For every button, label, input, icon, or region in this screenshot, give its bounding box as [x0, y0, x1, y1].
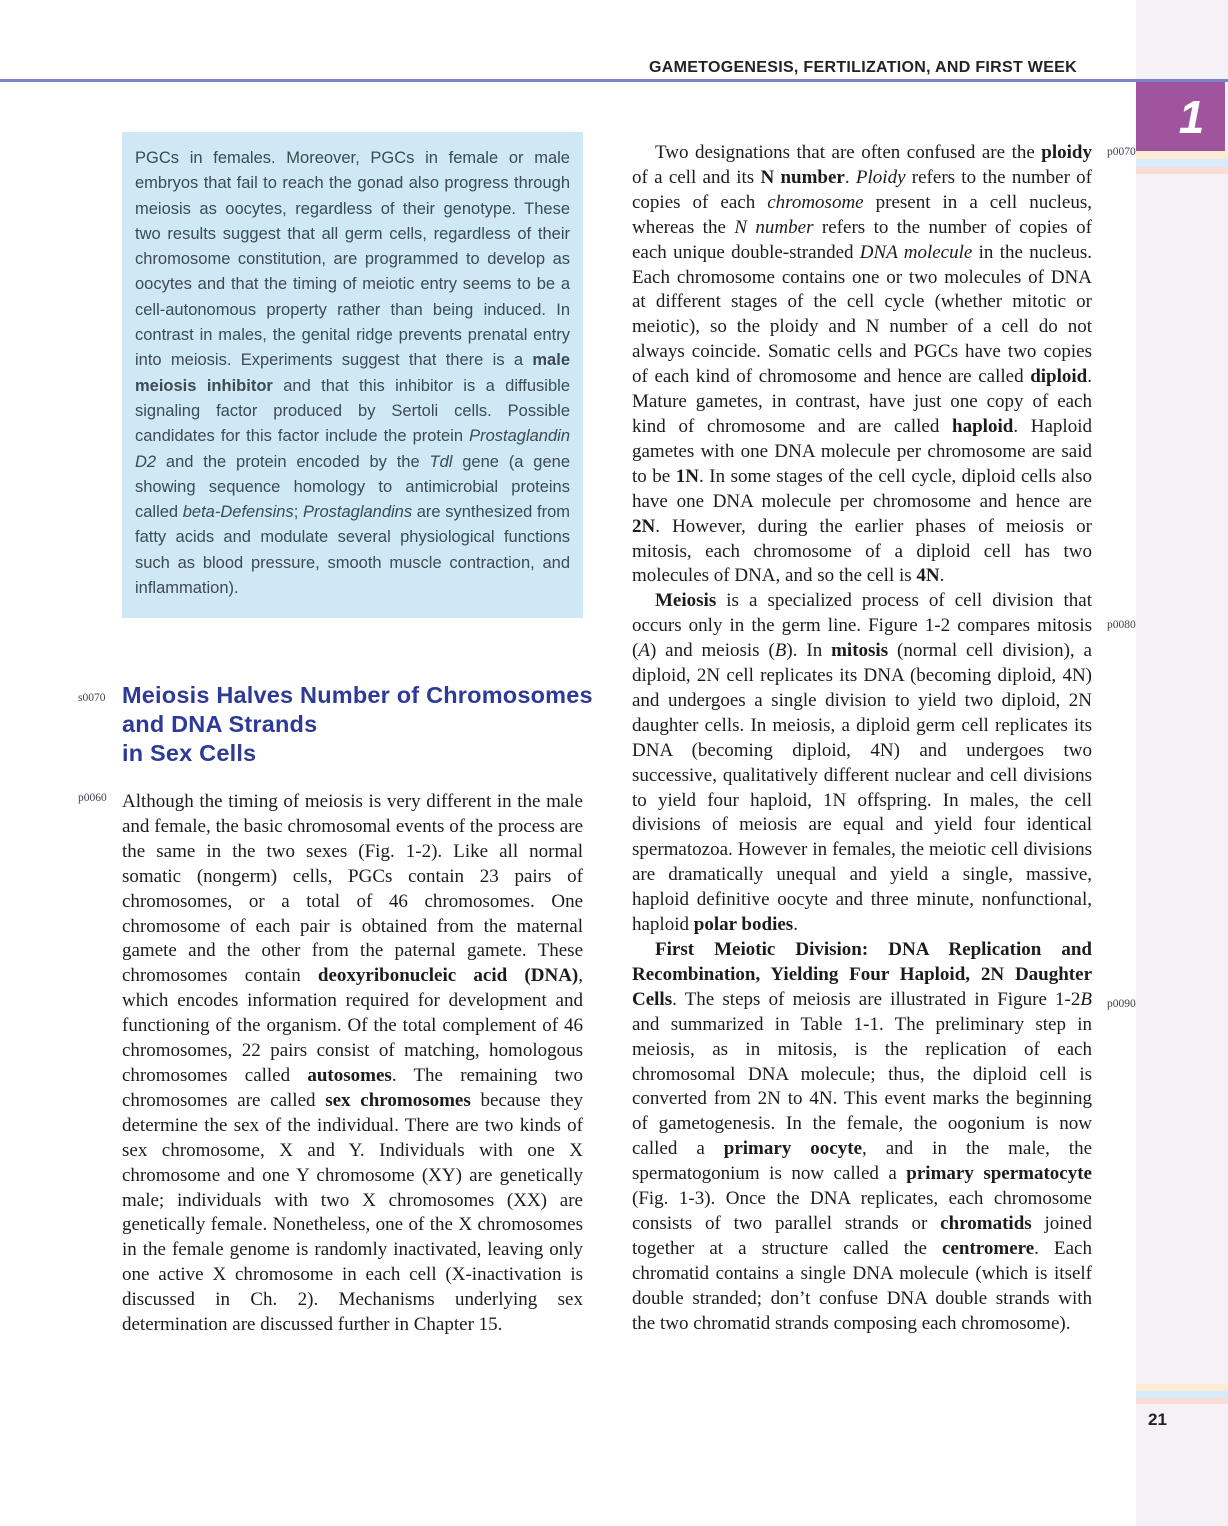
header-rule	[0, 79, 1228, 82]
running-head: GAMETOGENESIS, FERTILIZATION, AND FIRST WEEK	[648, 59, 1077, 76]
footer-strip-pink	[1136, 1398, 1228, 1404]
section-heading-line-3: in Sex Cells	[122, 740, 257, 766]
section-heading	[122, 681, 602, 768]
footer-strip-blue	[1136, 1391, 1228, 1398]
tab-strip-peach	[1136, 151, 1228, 159]
tab-strip-pink	[1136, 167, 1228, 174]
sidebar-info-box: PGCs in females. Moreover, PGCs in female or male embryos that fail to reach the gonad also progress through meiosis as oocytes, regardless of their genotype. These two results suggest that all germ cells, regardless of their chromosome constitution, are programmed to develop as oocytes and that the timing of meiotic entry seems to be a cell-autonomous property rather than being induced. In contrast in males, the genital ridge prevents prenatal entry into meiosis. Experiments suggest that there is a male meiosis inhibitor and that this inhibitor is a diffusible signaling factor produced by Sertoli cells. Possible candidates for this factor include the protein Prostaglandin D2 and the protein encoded by the Tdl gene (a gene showing sequence homology to antimicrobial proteins called beta-Defensins; Prostaglandins are synthesized from fatty acids and modulate several physiological functions such as blood pressure, smooth muscle contraction, and inflammation).	[122, 132, 583, 618]
page-number: 21	[1148, 1410, 1167, 1429]
left-column	[122, 132, 593, 1336]
section-heading-line-1: Meiosis Halves Number of Chromosomes	[122, 682, 593, 708]
tab-strip-blue	[1136, 159, 1228, 167]
chapter-tab	[1136, 82, 1225, 152]
body-paragraph-p0090: First Meiotic Division: DNA Replication and Recombination, Yielding Four Haploid, 2N Daughter Cells. The steps of meiosis are illustrated in Figure 1-2B and summarized in Table 1-1. The preliminary step in meiosis, as in mitosis, is the replication of each chromosomal DNA molecule; thus, the diploid cell is converted from 2N to 4N. This event marks the beginning of gametogenesis. In the female, the oogonium is now called a primary oocyte, and in the male, the spermatogonium is now called a primary spermatocyte (Fig. 1-3). Once the DNA replicates, each chromosome consists of two parallel strands or chromatids joined together at a structure called the centromere. Each chromatid contains a single DNA molecule (which is itself double stranded; don’t confuse DNA double strands with the two chromatid strands composing each chromosome).	[632, 939, 1093, 1334]
paragraph-marker-p0070: p0070	[1107, 146, 1136, 158]
body-paragraph-p0060: Although the timing of meiosis is very different in the male and female, the basic chromosomal events of the process are the same in the two sexes (Fig. 1-2). Like all normal somatic (nongerm) cells, PGCs contain 23 pairs of chromosomes, or a total of 46 chromosomes. One chromosome of each pair is obtained from the maternal gamete and the other from the paternal gamete. These chromosomes contain deoxyribonucleic acid (DNA), which encodes information required for development and functioning of the organism. Of the total complement of 46 chromosomes, 22 pairs consist of matching, homologous chromosomes called autosomes. The remaining two chromosomes are called sex chromosomes because they determine the sex of the individual. There are two kinds of sex chromosome, X and Y. Individuals with one X chromosome and one Y chromosome (XY) are genetically male; individuals with two X chromosomes (XX) are genetically female. Nonetheless, one of the X chromosomes in the female genome is randomly inactivated, leaving only one active X chromosome in each cell (X-inactivation is discussed in Ch. 2). Mechanisms underlying sex determination are discussed further in Chapter 15.	[122, 791, 584, 1336]
section-marker-s0070: s0070	[78, 692, 106, 704]
body-paragraph-p0080: Meiosis is a specialized process of cell division that occurs only in the germ line. Figure 1-2 compares mitosis (A) and meiosis (B). In mitosis (normal cell division), a diploid, 2N cell replicates its DNA (becoming diploid, 4N) and undergoes a single division to yield two diploid, 2N daughter cells. In meiosis, a diploid germ cell replicates its DNA (becoming diploid, 4N) and undergoes two successive, qualitatively different nuclear and cell divisions to yield four haploid, 1N offspring. In males, the cell divisions of meiosis are equal and yield four identical spermatozoa. However in females, the meiotic cell divisions are dramatically unequal and yield a single, massive, haploid definitive oocyte and three minute, nonfunctional, haploid polar bodies.	[632, 590, 1092, 936]
paragraph-marker-p0090: p0090	[1107, 998, 1136, 1010]
page-margin-column	[1136, 0, 1228, 1526]
body-paragraph-p0070: Two designations that are often confused are the ploidy of a cell and its N number. Ploidy refers to the number of copies of each chromosome present in a cell nucleus, whereas the N number refers to the number of copies of each unique double-stranded DNA molecule in the nucleus. Each chromosome contains one or two molecules of DNA at different stages of the cell cycle (whether mitotic or meiotic), so the ploidy and N number of a cell do not always coincide. Somatic cells and PGCs have two copies of each kind of chromosome and hence are called diploid. Mature gametes, in contrast, have just one copy of each kind of chromosome and are called haploid. Haploid gametes with one DNA molecule per chromosome are said to be 1N. In some stages of the cell cycle, diploid cells also have one DNA molecule per chromosome and hence are 2N. However, during the earlier phases of meiosis or mitosis, each chromosome of a diploid cell has two molecules of DNA, and so the cell is 4N.	[632, 142, 1093, 587]
footer-strip-peach	[1136, 1384, 1228, 1391]
paragraph-marker-p0080: p0080	[1107, 619, 1136, 631]
paragraph-marker-p0060: p0060	[78, 792, 107, 804]
section-heading-line-2: and DNA Strands	[122, 711, 318, 737]
chapter-number: 1	[1178, 91, 1205, 143]
right-column	[632, 141, 1092, 1337]
